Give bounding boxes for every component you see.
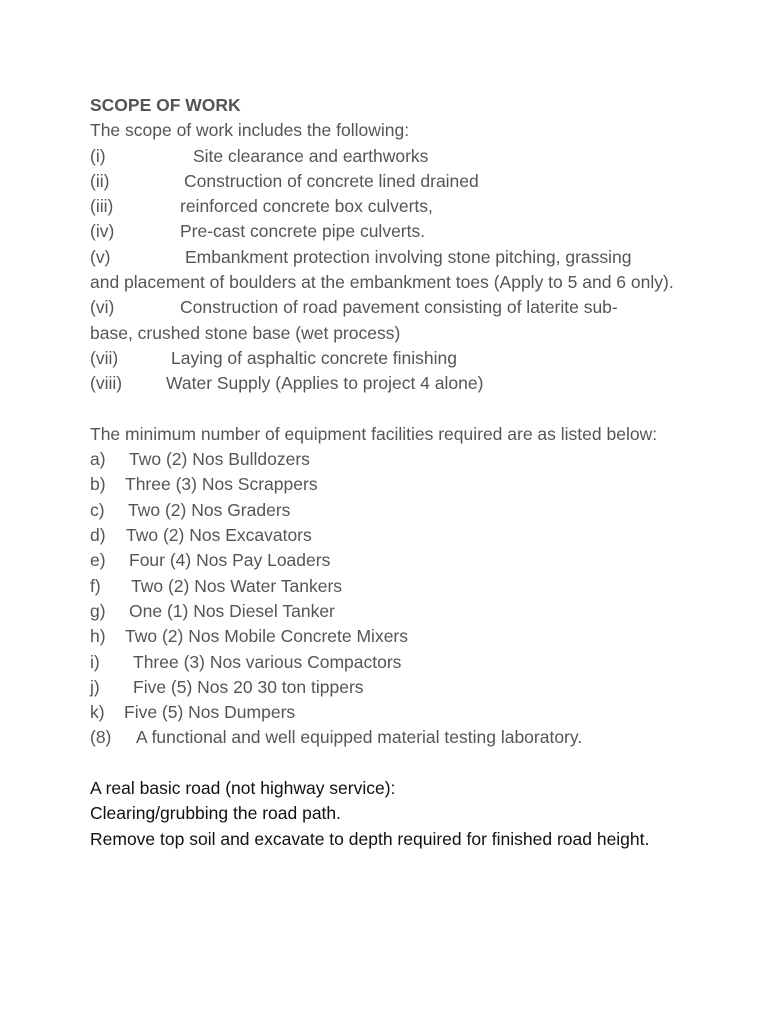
scope-item-text: Water Supply (Applies to project 4 alone) (166, 373, 484, 394)
equipment-item-text: A functional and well equipped material testing laboratory. (136, 727, 583, 748)
scope-intro: The scope of work includes the following: (90, 120, 410, 141)
scope-item (90, 219, 680, 244)
scope-item (90, 144, 680, 169)
scope-item-text: Embankment protection involving stone pitching, grassing (185, 246, 632, 267)
scope-item-label: (viii) (90, 373, 123, 394)
equipment-item (90, 650, 680, 675)
equipment-item (90, 700, 680, 725)
equipment-item-text: Two (2) Nos Excavators (126, 525, 312, 546)
equipment-item-text: Two (2) Nos Graders (128, 499, 291, 520)
equipment-intro: The minimum number of equipment facilities required are as listed below: (90, 423, 658, 444)
scope-item-label: (iv) (90, 221, 115, 242)
equipment-item-label: h) (90, 626, 106, 647)
equipment-item-label: i) (90, 651, 100, 672)
equipment-item-label: c) (90, 499, 105, 520)
scope-item-text: Site clearance and earthworks (193, 145, 429, 166)
equipment-item-label: d) (90, 525, 106, 546)
scope-item (90, 371, 680, 396)
equipment-item (90, 574, 680, 599)
equipment-item-text: Two (2) Nos Water Tankers (131, 575, 343, 596)
document-page (90, 93, 680, 852)
equipment-item (90, 599, 680, 624)
scope-item-text: Construction of road pavement consisting of laterite sub- (180, 297, 618, 318)
road-line: Clearing/grubbing the road path. (90, 803, 342, 824)
document-title: SCOPE OF WORK (90, 95, 241, 115)
equipment-item (90, 447, 680, 472)
scope-item (90, 295, 680, 320)
equipment-item-text: Three (3) Nos various Compactors (133, 651, 402, 672)
equipment-item (90, 624, 680, 649)
equipment-item-label: e) (90, 550, 106, 571)
scope-item-label: (vi) (90, 297, 115, 318)
scope-item (90, 169, 680, 194)
equipment-item-text: Two (2) Nos Mobile Concrete Mixers (125, 626, 408, 647)
blank-line (90, 397, 680, 422)
blank-line (90, 751, 680, 776)
scope-item (90, 245, 680, 270)
equipment-item (90, 548, 680, 573)
equipment-item-label: a) (90, 449, 106, 470)
scope-item-text: Laying of asphaltic concrete finishing (171, 347, 458, 368)
equipment-item (90, 725, 680, 750)
equipment-item (90, 472, 680, 497)
equipment-item-text: Three (3) Nos Scrappers (125, 474, 318, 495)
scope-item (90, 194, 680, 219)
road-heading: A real basic road (not highway service): (90, 778, 396, 799)
equipment-item-text: Five (5) Nos 20 30 ton tippers (133, 676, 364, 697)
equipment-item (90, 523, 680, 548)
scope-item (90, 346, 680, 371)
equipment-item (90, 498, 680, 523)
road-line: Remove top soil and excavate to depth required for finished road height. (90, 828, 650, 849)
equipment-item-label: (8) (90, 727, 112, 748)
scope-item-text: Construction of concrete lined drained (184, 170, 479, 191)
equipment-item-text: Two (2) Nos Bulldozers (129, 449, 310, 470)
equipment-item-label: k) (90, 702, 105, 723)
scope-item-text: reinforced concrete box culverts, (180, 196, 433, 217)
scope-item-continuation: and placement of boulders at the embankment toes (Apply to 5 and 6 only). (90, 272, 674, 293)
equipment-item-label: j) (90, 676, 100, 697)
scope-item-label: (i) (90, 145, 106, 166)
scope-item-label: (ii) (90, 170, 110, 191)
scope-item-label: (v) (90, 246, 111, 267)
scope-item-label: (vii) (90, 347, 119, 368)
equipment-item (90, 675, 680, 700)
scope-item-continuation: base, crushed stone base (wet process) (90, 322, 401, 343)
equipment-item-label: f) (90, 575, 101, 596)
equipment-item-text: Four (4) Nos Pay Loaders (129, 550, 331, 571)
equipment-item-label: g) (90, 600, 106, 621)
scope-item-text: Pre-cast concrete pipe culverts. (180, 221, 426, 242)
equipment-item-label: b) (90, 474, 106, 495)
equipment-item-text: Five (5) Nos Dumpers (124, 702, 296, 723)
equipment-item-text: One (1) Nos Diesel Tanker (129, 600, 335, 621)
scope-item-label: (iii) (90, 196, 114, 217)
